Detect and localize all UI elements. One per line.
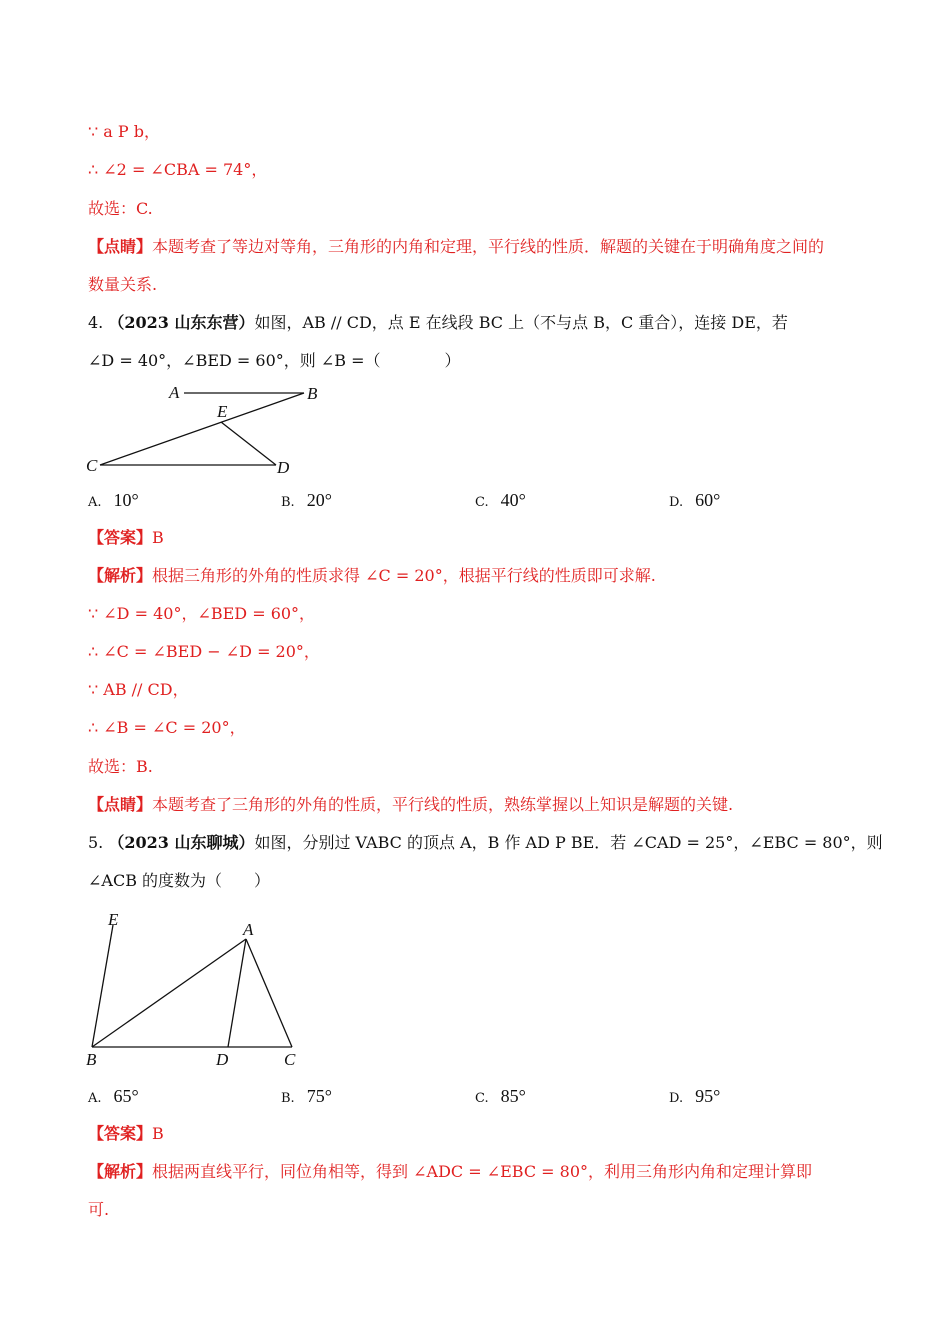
answer-tag: 【答案】 xyxy=(88,528,153,547)
q4-answer xyxy=(88,528,870,548)
q5-label-d: D xyxy=(216,1050,229,1069)
option-label: B. xyxy=(281,495,295,510)
q4-source: （2023 山东东营） xyxy=(108,313,255,332)
q4-step-2: ∴ ∠C = ∠BED − ∠D = 20°， xyxy=(88,642,320,661)
q4-analysis xyxy=(88,566,870,586)
option-value: 10° xyxy=(113,490,139,510)
analysis-text: 根据两直线平行，同位角相等，得到 ∠ADC = ∠EBC = 80°，利用三角形内角和定理计算即 xyxy=(152,1162,813,1181)
q5-stem-cont: ∠ACB 的度数为（ ） xyxy=(88,871,271,890)
q4-figure xyxy=(80,378,340,478)
q5-segment-eb xyxy=(92,925,113,1047)
analysis-text: 根据三角形的外角的性质求得 ∠C = 20°，根据平行线的性质即可求解. xyxy=(152,566,656,585)
option-label: D. xyxy=(669,495,684,510)
q4-stem-cont: ∠D = 40°，∠BED = 60°，则 ∠B =（ ） xyxy=(88,351,461,370)
answer-value: B xyxy=(152,1124,164,1143)
q5-segment-ad xyxy=(228,939,246,1047)
q5-options xyxy=(88,1086,888,1110)
option-value: 40° xyxy=(500,490,526,510)
q4-stem-text: 如图，AB // CD，点 E 在线段 BC 上（不与点 B，C 重合），连接 DE，若 xyxy=(254,313,788,332)
top-step-1: ∵ a P b， xyxy=(88,122,160,141)
q4-option-d[interactable] xyxy=(669,490,720,511)
top-comment-cont: 数量关系. xyxy=(88,275,158,294)
top-comment xyxy=(88,237,870,257)
q4-step-1: ∵ ∠D = 40°，∠BED = 60°， xyxy=(88,604,316,623)
q5-label-a: A xyxy=(243,920,254,939)
comment-tag: 【点睛】 xyxy=(88,237,153,256)
q4-step-3: ∵ AB // CD， xyxy=(88,680,189,699)
comment-text: 本题考查了等边对等角，三角形的内角和定理，平行线的性质．解题的关键在于明确角度之间的 xyxy=(152,237,825,256)
top-choice: 故选：C. xyxy=(88,199,153,218)
q5-segment-ab xyxy=(92,939,246,1047)
comment-text: 本题考查了三角形的外角的性质，平行线的性质，熟练掌握以上知识是解题的关键. xyxy=(152,795,734,814)
q5-option-d[interactable] xyxy=(669,1086,720,1107)
option-value: 20° xyxy=(306,490,332,510)
q5-analysis xyxy=(88,1162,870,1182)
option-value: 60° xyxy=(695,490,721,510)
analysis-tag: 【解析】 xyxy=(88,1162,153,1181)
comment-tag: 【点睛】 xyxy=(88,795,153,814)
option-label: A. xyxy=(88,495,102,510)
option-label: D. xyxy=(669,1091,684,1106)
answer-value: B xyxy=(152,528,164,547)
option-label: C. xyxy=(475,1091,489,1106)
q4-label-d: D xyxy=(277,458,290,477)
q4-options xyxy=(88,490,888,514)
q5-label-c: C xyxy=(284,1050,296,1069)
option-value: 95° xyxy=(695,1086,721,1106)
q4-choice: 故选：B. xyxy=(88,757,153,776)
q5-source: （2023 山东聊城） xyxy=(108,833,255,852)
q4-label-b: B xyxy=(307,384,318,403)
q5-number: 5. xyxy=(88,833,104,852)
option-value: 85° xyxy=(500,1086,526,1106)
q4-step-4: ∴ ∠B = ∠C = 20°， xyxy=(88,718,246,737)
q4-label-e: E xyxy=(217,402,228,421)
top-step-2: ∴ ∠2 = ∠CBA = 74°， xyxy=(88,160,268,179)
q4-option-c[interactable] xyxy=(475,490,526,511)
q5-label-b: B xyxy=(86,1050,97,1069)
q4-option-a[interactable] xyxy=(88,490,139,511)
option-label: A. xyxy=(88,1091,102,1106)
option-label: C. xyxy=(475,495,489,510)
q4-stem xyxy=(88,313,870,333)
q4-number: 4. xyxy=(88,313,104,332)
q5-figure xyxy=(80,905,340,1075)
q5-option-b[interactable] xyxy=(281,1086,332,1107)
q4-label-c: C xyxy=(86,456,98,475)
q5-option-a[interactable] xyxy=(88,1086,139,1107)
q5-option-c[interactable] xyxy=(475,1086,526,1107)
q4-segment-bc xyxy=(100,393,304,465)
q5-stem-text: 如图，分别过 VABC 的顶点 A，B 作 AD P BE．若 ∠CAD = 25°，∠EBC = 80°，则 xyxy=(254,833,883,852)
q4-label-a: A xyxy=(169,383,180,402)
q5-segment-ac xyxy=(246,939,292,1047)
q5-answer xyxy=(88,1124,870,1144)
q4-segment-ed xyxy=(221,422,276,465)
q5-analysis-cont: 可. xyxy=(88,1200,110,1219)
analysis-tag: 【解析】 xyxy=(88,566,153,585)
answer-tag: 【答案】 xyxy=(88,1124,153,1143)
q4-comment xyxy=(88,795,870,815)
option-value: 75° xyxy=(306,1086,332,1106)
q4-option-b[interactable] xyxy=(281,490,332,511)
option-label: B. xyxy=(281,1091,295,1106)
q5-stem xyxy=(88,833,883,853)
option-value: 65° xyxy=(113,1086,139,1106)
q5-label-e: E xyxy=(108,910,119,929)
